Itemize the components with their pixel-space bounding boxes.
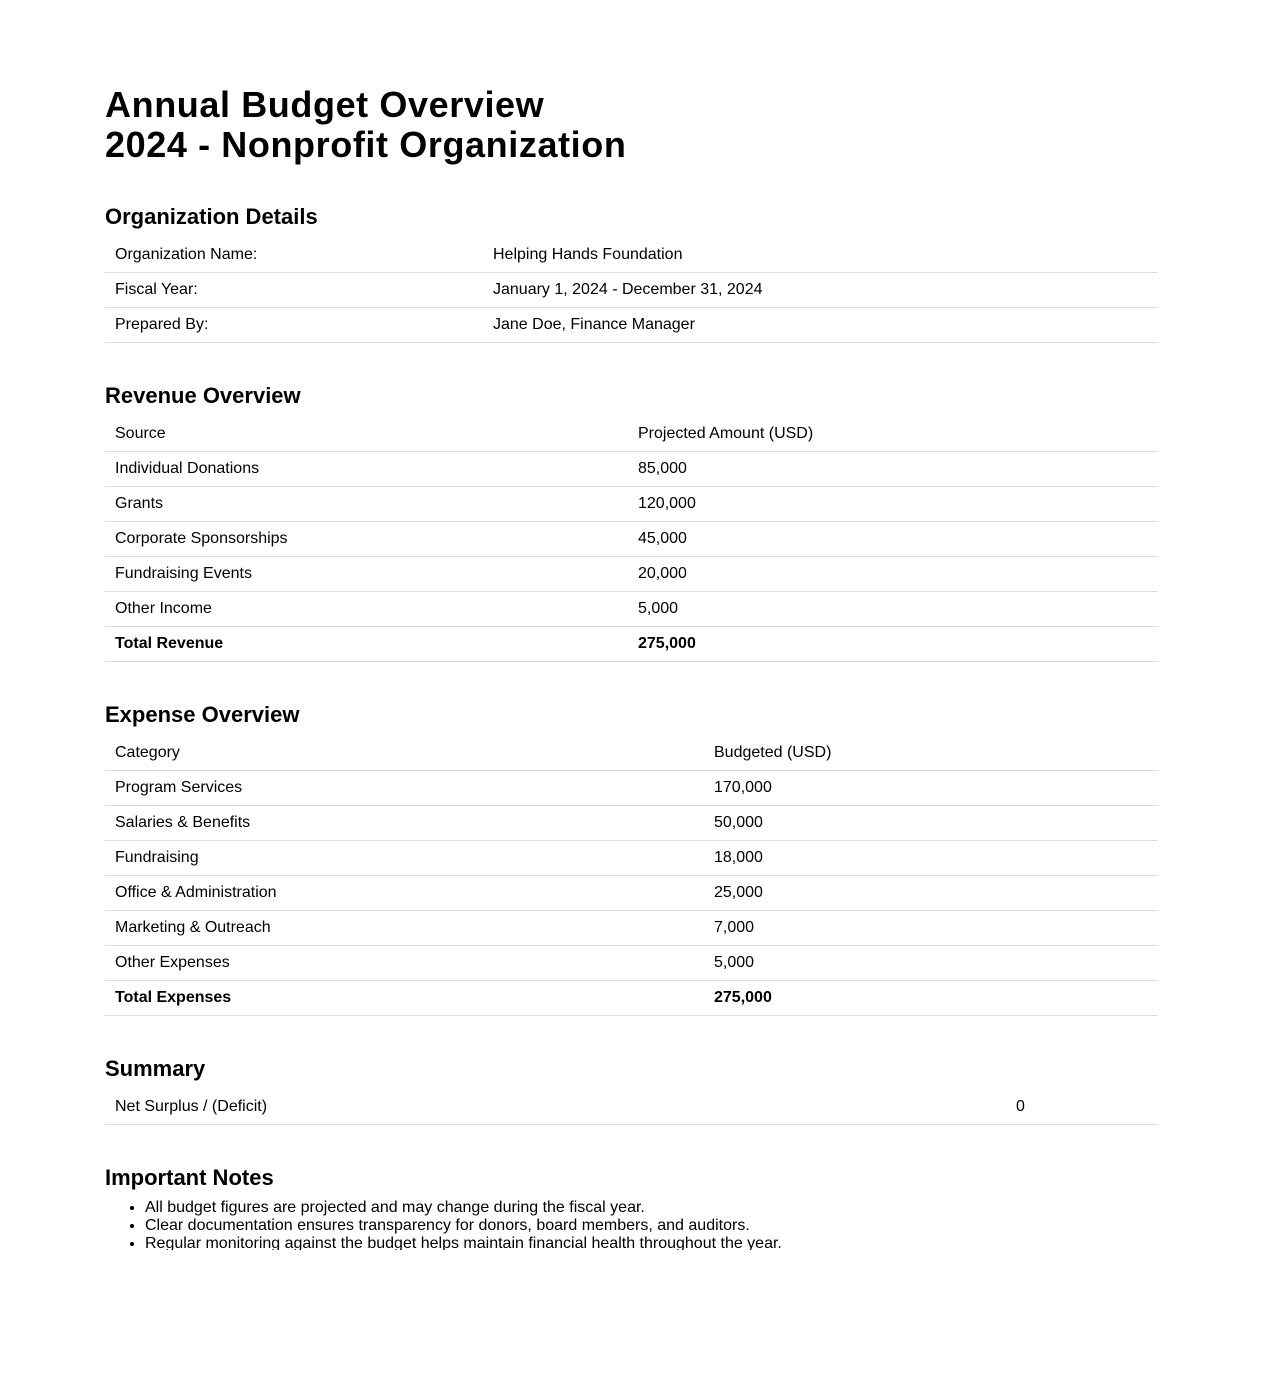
table-row	[105, 238, 1158, 273]
page-title	[105, 85, 1158, 165]
summary-table	[105, 1090, 1158, 1125]
total-revenue-row	[105, 627, 1158, 662]
expense-amount: 18,000	[704, 841, 1158, 876]
revenue-source: Grants	[105, 487, 628, 522]
expense-category: Marketing & Outreach	[105, 911, 704, 946]
total-revenue-label: Total Revenue	[105, 627, 628, 662]
expense-amount: 7,000	[704, 911, 1158, 946]
revenue-heading: Revenue Overview	[105, 383, 301, 408]
revenue-table	[105, 417, 1158, 662]
prepared-by-label: Prepared By:	[105, 308, 483, 343]
table-row	[105, 557, 1158, 592]
revenue-amount-header: Projected Amount (USD)	[628, 417, 1158, 452]
total-expenses-row	[105, 981, 1158, 1016]
fiscal-year-label: Fiscal Year:	[105, 273, 483, 308]
total-revenue-amount: 275,000	[628, 627, 1158, 662]
page-title-line-1: Annual Budget Overview	[105, 85, 545, 125]
org-name-value: Helping Hands Foundation	[483, 238, 1158, 273]
revenue-amount: 45,000	[628, 522, 1158, 557]
table-row	[105, 487, 1158, 522]
table-row	[105, 1090, 1158, 1125]
summary-heading: Summary	[105, 1056, 206, 1081]
table-row	[105, 806, 1158, 841]
revenue-source: Individual Donations	[105, 452, 628, 487]
expense-category: Salaries & Benefits	[105, 806, 704, 841]
org-name-label: Organization Name:	[105, 238, 483, 273]
net-surplus-value: 0	[1006, 1090, 1158, 1125]
revenue-source: Corporate Sponsorships	[105, 522, 628, 557]
table-header-row	[105, 736, 1158, 771]
list-item: • All budget figures are projected and may change during the fiscal year.	[145, 1199, 1158, 1217]
revenue-amount: 120,000	[628, 487, 1158, 522]
revenue-amount: 5,000	[628, 592, 1158, 627]
expense-category: Fundraising	[105, 841, 704, 876]
expense-amount: 5,000	[704, 946, 1158, 981]
expense-category: Program Services	[105, 771, 704, 806]
revenue-amount: 85,000	[628, 452, 1158, 487]
page-title-line-2: 2024 - Nonprofit Organization	[105, 124, 627, 165]
notes-heading: Important Notes	[105, 1165, 274, 1190]
revenue-source: Other Income	[105, 592, 628, 627]
table-row	[105, 876, 1158, 911]
table-row	[105, 841, 1158, 876]
notes-list	[105, 1199, 1158, 1250]
table-row	[105, 911, 1158, 946]
expense-amount: 170,000	[704, 771, 1158, 806]
expense-category: Office & Administration	[105, 876, 704, 911]
table-row	[105, 273, 1158, 308]
org-details-heading: Organization Details	[105, 204, 318, 229]
expense-category: Other Expenses	[105, 946, 704, 981]
revenue-source-header: Source	[105, 417, 628, 452]
expense-category-header: Category	[105, 736, 704, 771]
org-details-table	[105, 238, 1158, 343]
expense-table	[105, 736, 1158, 1016]
expense-amount: 50,000	[704, 806, 1158, 841]
table-row	[105, 522, 1158, 557]
total-expenses-amount: 275,000	[704, 981, 1158, 1016]
revenue-amount: 20,000	[628, 557, 1158, 592]
expense-heading: Expense Overview	[105, 702, 300, 727]
table-row	[105, 592, 1158, 627]
fiscal-year-value: January 1, 2024 - December 31, 2024	[483, 273, 1158, 308]
expense-amount: 25,000	[704, 876, 1158, 911]
table-row	[105, 771, 1158, 806]
table-row	[105, 452, 1158, 487]
list-item: • Clear documentation ensures transparency for donors, board members, and auditors.	[145, 1217, 1158, 1235]
list-item: • Regular monitoring against the budget helps maintain financial health throughout the year.	[145, 1235, 1158, 1250]
table-row	[105, 308, 1158, 343]
table-header-row	[105, 417, 1158, 452]
expense-amount-header: Budgeted (USD)	[704, 736, 1158, 771]
prepared-by-value: Jane Doe, Finance Manager	[483, 308, 1158, 343]
budget-document	[105, 85, 1158, 1250]
revenue-source: Fundraising Events	[105, 557, 628, 592]
table-row	[105, 946, 1158, 981]
total-expenses-label: Total Expenses	[105, 981, 704, 1016]
net-surplus-label: Net Surplus / (Deficit)	[105, 1090, 1006, 1125]
